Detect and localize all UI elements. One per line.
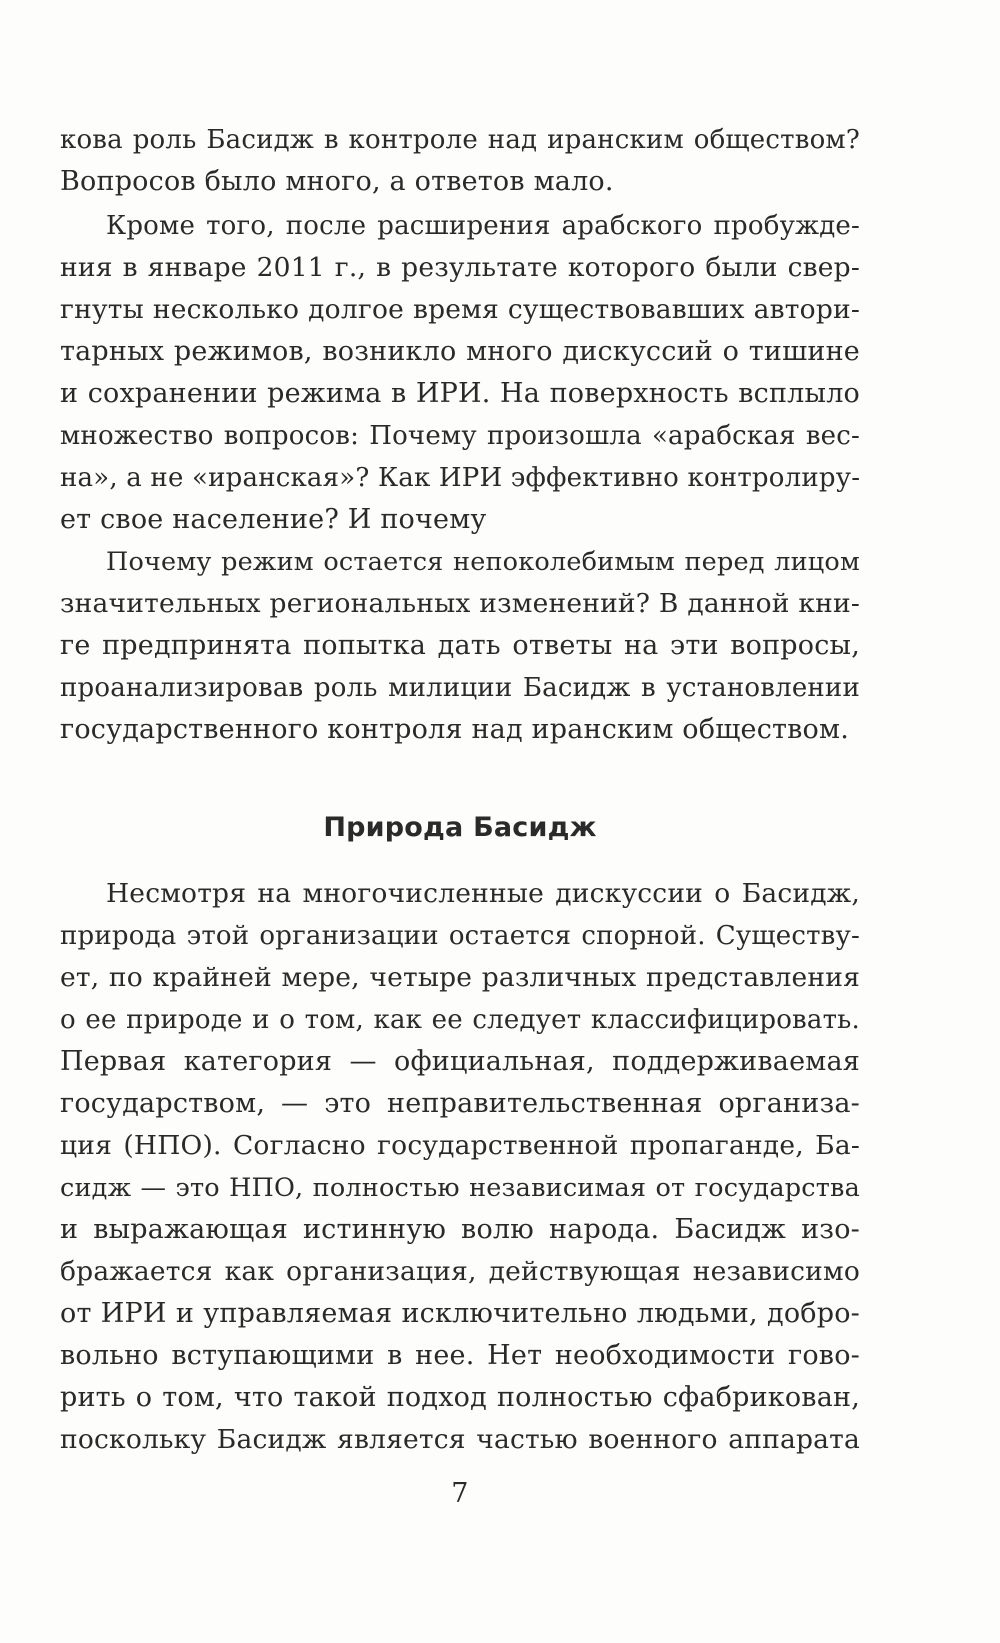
text-line: ния в январе 2011 г., в результате которого были свер-: [60, 252, 860, 283]
page-number: 7: [451, 1478, 469, 1509]
text-line: Кроме того, после расширения арабского пробужде-: [106, 211, 860, 241]
text-line: Вопросов было много, а ответов мало.: [60, 166, 614, 197]
text-line: о ее природе и о том, как ее следует классифицировать.: [60, 1005, 860, 1035]
text-line: Несмотря на многочисленные дискуссии о Басидж,: [106, 878, 860, 909]
text-line: поскольку Басидж является частью военного аппарата: [60, 1424, 860, 1455]
text-line: бражается как организация, действующая независимо: [60, 1256, 860, 1287]
text-line: на», а не «иранская»? Как ИРИ эффективно контролиру-: [60, 463, 861, 493]
text-line: Почему режим остается непоколебимым перед лицом: [106, 547, 860, 577]
text-line: тарных режимов, возникло много дискуссий о тишине: [60, 336, 860, 367]
text-line: кова роль Басидж в контроле над иранским обществом?: [60, 125, 860, 155]
text-line: и сохранении режима в ИРИ. На поверхность всплыло: [60, 378, 860, 409]
text-line: от ИРИ и управляемая исключительно людьми, добро-: [60, 1298, 860, 1329]
text-line: и выражающая истинную волю народа. Басидж изо-: [60, 1214, 860, 1245]
text-line: ет свое население? И почему: [60, 504, 487, 535]
text-line: ет, по крайней мере, четыре различных представления: [60, 962, 860, 993]
text-line: гнуты несколько долгое время существовавших автори-: [60, 294, 860, 325]
section-heading: Природа Басидж: [323, 812, 597, 843]
text-line: множество вопросов: Почему произошла «арабская вес-: [60, 421, 860, 451]
text-line: сидж — это НПО, полностью независимая от государства: [60, 1173, 860, 1203]
text-line: Первая категория — официальная, поддерживаемая: [60, 1046, 860, 1077]
text-line: государственного контроля над иранским обществом.: [60, 714, 849, 745]
text-line: ция (НПО). Согласно государственной пропаганде, Ба-: [60, 1130, 860, 1161]
text-line: ге предпринята попытка дать ответы на эти вопросы,: [60, 630, 860, 661]
text-line: проанализировав роль милиции Басидж в установлении: [60, 673, 860, 703]
text-line: значительных региональных изменений? В данной кни-: [60, 588, 860, 619]
book-page: [60, 0, 860, 1643]
text-line: вольно вступающими в нее. Нет необходимости гово-: [60, 1340, 860, 1371]
text-line: рить о том, что такой подход полностью сфабрикован,: [60, 1382, 860, 1413]
text-line: государством, — это неправительственная организа-: [60, 1088, 860, 1119]
text-line: природа этой организации остается спорной. Существу-: [60, 921, 860, 951]
